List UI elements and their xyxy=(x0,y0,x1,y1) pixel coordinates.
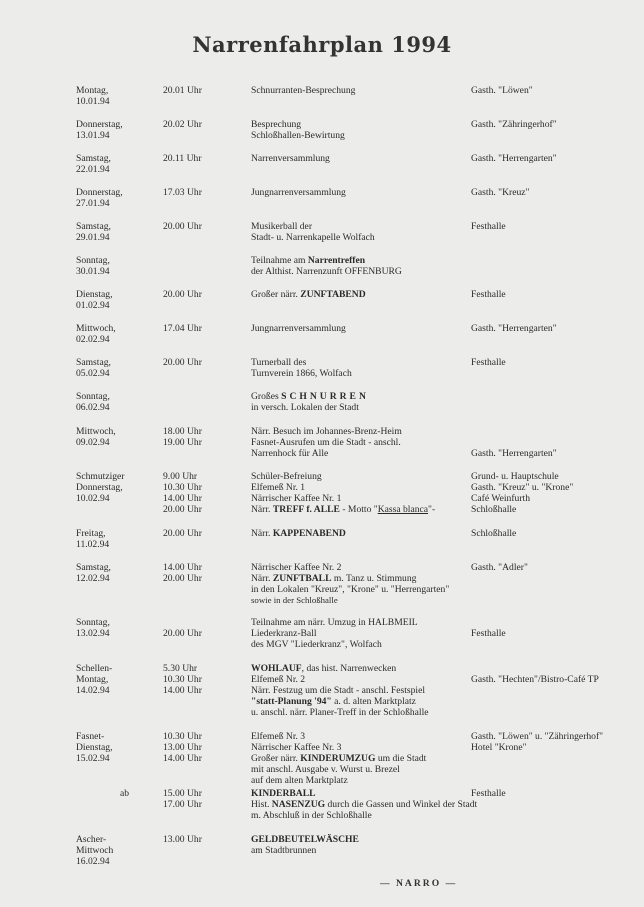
entry-description xyxy=(251,834,501,856)
description-text: Narrenversammlung xyxy=(251,153,330,164)
description-text: - Motto " xyxy=(339,504,378,515)
entry-times xyxy=(163,731,233,764)
entry-times xyxy=(163,323,233,334)
date-line: 10.02.94 xyxy=(76,493,110,504)
description-line xyxy=(251,639,501,650)
location-line: Schloßhalle xyxy=(471,504,517,515)
description-text: , das hist. Narrenwecken xyxy=(301,663,397,674)
date-line: Donnerstag, xyxy=(76,119,123,130)
entry-location xyxy=(471,617,643,639)
date-line: 09.02.94 xyxy=(76,437,110,448)
entry-description xyxy=(251,255,501,277)
date-line: Montag, xyxy=(76,85,109,96)
location-line: Festhalle xyxy=(471,628,506,639)
description-text: um die Stadt xyxy=(375,753,427,764)
entry-date xyxy=(76,617,156,639)
date-line: Schellen- xyxy=(76,663,113,674)
time-line: 20.11 Uhr xyxy=(163,153,202,164)
description-text: sowie in der Schloßhalle xyxy=(251,595,338,605)
description-text: Närr. Besuch im Johannes-Brenz-Heim xyxy=(251,426,402,437)
description-text: "- xyxy=(428,504,436,515)
description-text: Hist. xyxy=(251,799,272,810)
description-line xyxy=(251,130,501,141)
time-line: 20.00 Uhr xyxy=(163,528,202,539)
time-line: 20.02 Uhr xyxy=(163,119,202,130)
description-line xyxy=(251,391,501,402)
entry-times xyxy=(163,834,233,845)
description-line xyxy=(251,696,501,707)
entry-description xyxy=(251,289,501,300)
entry-location xyxy=(471,153,643,164)
date-line: Fasnet- xyxy=(76,731,105,742)
description-text: ZUNFTABEND xyxy=(300,289,366,300)
date-line: Donnerstag, xyxy=(76,187,123,198)
entry-description xyxy=(251,119,501,141)
date-line: Sonntag, xyxy=(76,617,110,628)
entry-date xyxy=(76,255,156,277)
description-text: m. Tanz u. Stimmung xyxy=(331,573,417,584)
description-line xyxy=(251,764,501,775)
entry-times xyxy=(163,426,233,448)
time-line: 20.00 Uhr xyxy=(163,357,202,368)
description-line xyxy=(251,266,501,277)
description-text: der Althist. Narrenzunft OFFENBURG xyxy=(251,266,402,277)
time-line: 20.00 Uhr xyxy=(163,289,202,300)
description-line xyxy=(251,357,501,368)
date-line: Sonntag, xyxy=(76,391,110,402)
time-line: 10.30 Uhr xyxy=(163,482,202,493)
description-text: Närr. xyxy=(251,528,273,539)
location-line: Gasth. "Löwen" u. "Zähringerhof" xyxy=(471,731,604,742)
entry-date xyxy=(76,153,156,175)
date-line: 22.01.94 xyxy=(76,164,110,175)
time-line: 17.00 Uhr xyxy=(163,799,202,810)
entry-date xyxy=(76,85,156,107)
entry-location xyxy=(471,562,643,573)
entry-location xyxy=(471,289,643,300)
time-line: 20.00 Uhr xyxy=(163,221,202,232)
description-text: Großer närr. xyxy=(251,289,301,300)
time-line: 17.04 Uhr xyxy=(163,323,202,334)
description-line xyxy=(251,153,501,164)
time-line: 17.03 Uhr xyxy=(163,187,202,198)
description-line xyxy=(251,448,501,459)
description-text: Närr. xyxy=(251,573,273,584)
entry-description xyxy=(251,731,501,786)
entry-description xyxy=(251,85,501,96)
entry-date xyxy=(76,119,156,141)
date-line: Mittwoch xyxy=(76,845,114,856)
entry-times xyxy=(163,663,233,696)
entry-date xyxy=(76,663,156,696)
entry-location xyxy=(471,471,643,515)
description-line xyxy=(251,187,501,198)
description-line xyxy=(251,528,501,539)
entry-times xyxy=(163,221,233,232)
description-text: Jungnarrenversammlung xyxy=(251,323,346,334)
description-text: Närrischer Kaffee Nr. 3 xyxy=(251,742,342,753)
description-text: KAPPENABEND xyxy=(272,528,346,539)
description-text: WOHLAUF xyxy=(251,663,302,674)
time-line: 19.00 Uhr xyxy=(163,437,202,448)
entry-times xyxy=(163,528,233,539)
description-text: Narrentreffen xyxy=(307,255,366,266)
entry-description xyxy=(251,788,501,821)
description-line xyxy=(251,323,501,334)
description-line xyxy=(251,119,501,130)
description-text: GELDBEUTELWÄSCHE xyxy=(251,834,359,845)
date-line: 13.01.94 xyxy=(76,130,110,141)
description-text: des MGV "Liederkranz", Wolfach xyxy=(251,639,382,650)
entry-times xyxy=(163,471,233,515)
description-line xyxy=(251,232,501,243)
entry-date xyxy=(76,426,156,448)
date-line: 05.02.94 xyxy=(76,368,110,379)
entry-location xyxy=(471,85,643,96)
time-line: 14.00 Uhr xyxy=(163,562,202,573)
description-line xyxy=(251,504,501,515)
location-line: Festhalle xyxy=(471,788,506,799)
description-text: u. anschl. närr. Planer-Treff in der Schloßhalle xyxy=(251,707,429,718)
description-line xyxy=(251,221,501,232)
time-line: 14.00 Uhr xyxy=(163,493,202,504)
time-line: 9.00 Uhr xyxy=(163,471,198,482)
description-text: Turnerball des xyxy=(251,357,307,368)
description-text: Elfemeß Nr. 1 xyxy=(251,482,306,493)
entry-location xyxy=(471,357,643,368)
description-text: Teilnahme am xyxy=(251,255,308,266)
description-text: Musikerball der xyxy=(251,221,313,232)
date-line: Dienstag, xyxy=(76,289,113,300)
description-text: in den Lokalen "Kreuz", "Krone" u. "Herrengarten" xyxy=(251,584,450,595)
entry-location xyxy=(471,426,643,459)
date-line: Sonntag, xyxy=(76,255,110,266)
date-line: 27.01.94 xyxy=(76,198,110,209)
entry-times xyxy=(163,617,233,639)
entry-location xyxy=(471,187,643,198)
location-line: Gasth. "Löwen" xyxy=(471,85,533,96)
date-line: Samstag, xyxy=(76,357,111,368)
description-line xyxy=(251,368,501,379)
date-line: Samstag, xyxy=(76,221,111,232)
entry-date xyxy=(76,391,156,413)
date-line: Samstag, xyxy=(76,153,111,164)
entry-date xyxy=(76,289,156,311)
entry-times xyxy=(163,289,233,300)
description-text: Närr. xyxy=(251,504,273,515)
location-line: Festhalle xyxy=(471,289,506,300)
entry-location xyxy=(471,323,643,334)
description-line xyxy=(251,775,501,786)
location-line xyxy=(471,663,643,674)
time-line xyxy=(163,617,233,628)
description-text: Schloßhallen-Bewirtung xyxy=(251,130,345,141)
entry-times xyxy=(163,85,233,96)
date-line: Mittwoch, xyxy=(76,323,116,334)
entry-description xyxy=(251,663,501,718)
description-line xyxy=(251,437,501,448)
description-text: Besprechung xyxy=(251,119,302,130)
description-line xyxy=(251,731,501,742)
description-text: Närrischer Kaffee Nr. 1 xyxy=(251,493,342,504)
description-text: Kassa blanca xyxy=(377,504,429,515)
entry-date xyxy=(76,528,156,550)
description-line xyxy=(251,85,501,96)
location-line: Hotel "Krone" xyxy=(471,742,527,753)
description-line xyxy=(251,617,501,628)
description-line xyxy=(251,289,501,300)
entry-description xyxy=(251,528,501,539)
description-line xyxy=(251,584,501,595)
location-line: Gasth. "Herrengarten" xyxy=(471,323,557,334)
date-line: 06.02.94 xyxy=(76,402,110,413)
time-line: 20.00 Uhr xyxy=(163,628,202,639)
entry-location xyxy=(471,119,643,130)
date-line: 15.02.94 xyxy=(76,753,110,764)
description-line xyxy=(251,482,501,493)
description-line xyxy=(251,753,501,764)
time-line: 20.00 Uhr xyxy=(163,573,202,584)
description-text: Elfemeß Nr. 3 xyxy=(251,731,306,742)
date-line: Dienstag, xyxy=(76,742,113,753)
entry-location xyxy=(471,731,643,753)
description-text: "statt-Planung '94" xyxy=(251,696,332,707)
date-line: Donnerstag, xyxy=(76,482,123,493)
entry-times xyxy=(163,562,233,584)
date-line: 14.02.94 xyxy=(76,685,110,696)
description-line xyxy=(251,674,501,685)
description-line xyxy=(251,799,501,810)
description-text: Närrischer Kaffee Nr. 2 xyxy=(251,562,342,573)
date-line: 11.02.94 xyxy=(76,539,110,550)
entry-description xyxy=(251,471,501,515)
description-line xyxy=(251,255,501,266)
description-text: Schnurranten-Besprechung xyxy=(251,85,356,96)
entry-description xyxy=(251,562,501,606)
date-line: Freitag, xyxy=(76,528,106,539)
location-line xyxy=(471,617,643,628)
description-text: Schüler-Befreiung xyxy=(251,471,322,482)
entry-date xyxy=(76,834,156,867)
description-text: SCHNURREN xyxy=(281,391,369,402)
location-line: Gasth. "Kreuz" u. "Krone" xyxy=(471,482,574,493)
location-line: Grund- u. Hauptschule xyxy=(471,471,559,482)
date-line: Ascher- xyxy=(76,834,107,845)
description-text: Närr. Festzug um die Stadt - anschl. Festspiel xyxy=(251,685,425,696)
entry-description xyxy=(251,221,501,243)
time-line: 10.30 Uhr xyxy=(163,674,202,685)
location-line: Gasth. "Kreuz" xyxy=(471,187,530,198)
date-line: 29.01.94 xyxy=(76,232,110,243)
time-line: 13.00 Uhr xyxy=(163,742,202,753)
date-line: 12.02.94 xyxy=(76,573,110,584)
description-text: Großes xyxy=(251,391,282,402)
date-line: 13.02.94 xyxy=(76,628,110,639)
description-text: Liederkranz-Ball xyxy=(251,628,317,639)
description-text: Elfemeß Nr. 2 xyxy=(251,674,306,685)
description-line xyxy=(251,707,501,718)
date-line: 02.02.94 xyxy=(76,334,110,345)
description-line xyxy=(251,845,501,856)
description-line xyxy=(251,742,501,753)
description-text: a. d. alten Marktplatz xyxy=(331,696,416,707)
location-line: Schloßhalle xyxy=(471,528,517,539)
entry-description xyxy=(251,617,501,650)
time-line: 13.00 Uhr xyxy=(163,834,202,845)
entry-description xyxy=(251,357,501,379)
entry-location xyxy=(471,788,643,799)
date-line: Schmutziger xyxy=(76,471,125,482)
entry-times xyxy=(163,153,233,164)
description-text: durch die Gassen und Winkel der Stadt xyxy=(325,799,478,810)
location-line: Café Weinfurth xyxy=(471,493,530,504)
description-text: in versch. Lokalen der Stadt xyxy=(251,402,359,413)
date-line: Mittwoch, xyxy=(76,426,116,437)
description-text: Jungnarrenversammlung xyxy=(251,187,346,198)
description-text: Stadt- u. Narrenkapelle Wolfach xyxy=(251,232,375,243)
description-line xyxy=(251,562,501,573)
description-text: KINDERUMZUG xyxy=(300,753,376,764)
entry-description xyxy=(251,187,501,198)
date-line: 10.01.94 xyxy=(76,96,110,107)
description-line xyxy=(251,573,501,584)
location-line xyxy=(471,426,643,437)
entry-date xyxy=(76,731,156,764)
description-text: m. Abschluß in der Schloßhalle xyxy=(251,810,372,821)
description-text: TREFF f. ALLE xyxy=(272,504,340,515)
entry-date xyxy=(76,562,156,584)
description-line xyxy=(251,402,501,413)
time-line: 18.00 Uhr xyxy=(163,426,202,437)
description-text: Fasnet-Ausrufen um die Stadt - anschl. xyxy=(251,437,401,448)
entry-date xyxy=(76,323,156,345)
description-text: am Stadtbrunnen xyxy=(251,845,317,856)
entry-times xyxy=(163,788,233,810)
entry-description xyxy=(251,323,501,334)
entry-date xyxy=(76,221,156,243)
entry-description xyxy=(251,426,501,459)
location-line: Gasth. "Herrengarten" xyxy=(471,153,557,164)
entry-location xyxy=(471,221,643,232)
location-line: Gasth. "Hechten"/Bistro-Café TP xyxy=(471,674,599,685)
entry-description xyxy=(251,391,501,413)
location-line: Gasth. "Herrengarten" xyxy=(471,448,557,459)
description-text: Turnverein 1866, Wolfach xyxy=(251,368,352,379)
entry-location xyxy=(471,528,643,539)
location-line: Gasth. "Adler" xyxy=(471,562,528,573)
time-prefix: ab xyxy=(120,788,130,799)
description-text: Großer närr. xyxy=(251,753,301,764)
location-line: Gasth. "Zähringerhof" xyxy=(471,119,557,130)
entry-date xyxy=(76,357,156,379)
description-line xyxy=(251,628,501,639)
description-text: NASENZUG xyxy=(271,799,326,810)
description-line xyxy=(251,471,501,482)
time-line: 10.30 Uhr xyxy=(163,731,202,742)
description-line xyxy=(251,493,501,504)
location-line xyxy=(471,437,643,448)
page-title: Narrenfahrplan 1994 xyxy=(192,32,452,57)
description-line xyxy=(251,685,501,696)
date-line: Montag, xyxy=(76,674,109,685)
date-line: Samstag, xyxy=(76,562,111,573)
time-line: 20.00 Uhr xyxy=(163,504,202,515)
description-text: KINDERBALL xyxy=(251,788,316,799)
description-line xyxy=(251,595,501,606)
footer: — NARRO — xyxy=(380,878,458,889)
description-text: Narrenhock für Alle xyxy=(251,448,329,459)
time-line: 20.01 Uhr xyxy=(163,85,202,96)
entry-date xyxy=(76,471,156,504)
description-text: mit anschl. Ausgabe v. Wurst u. Brezel xyxy=(251,764,400,775)
description-line xyxy=(251,834,501,845)
description-line xyxy=(251,426,501,437)
description-line xyxy=(251,810,501,821)
location-line: Festhalle xyxy=(471,357,506,368)
entry-location xyxy=(471,663,643,685)
time-line: 14.00 Uhr xyxy=(163,685,202,696)
entry-times xyxy=(163,357,233,368)
entry-times xyxy=(163,119,233,130)
entry-description xyxy=(251,153,501,164)
location-line: Festhalle xyxy=(471,221,506,232)
time-line: 5.30 Uhr xyxy=(163,663,198,674)
date-line: 30.01.94 xyxy=(76,266,110,277)
date-line: 16.02.94 xyxy=(76,856,110,867)
time-line: 15.00 Uhr xyxy=(163,788,202,799)
description-line xyxy=(251,663,501,674)
entry-date xyxy=(76,187,156,209)
description-text: Teilnahme am närr. Umzug in HALBMEIL xyxy=(251,617,418,628)
date-line: 01.02.94 xyxy=(76,300,110,311)
description-text: auf dem alten Marktplatz xyxy=(251,775,348,786)
time-line: 14.00 Uhr xyxy=(163,753,202,764)
description-line xyxy=(251,788,501,799)
entry-times xyxy=(163,187,233,198)
description-text: ZUNFTBALL xyxy=(272,573,332,584)
